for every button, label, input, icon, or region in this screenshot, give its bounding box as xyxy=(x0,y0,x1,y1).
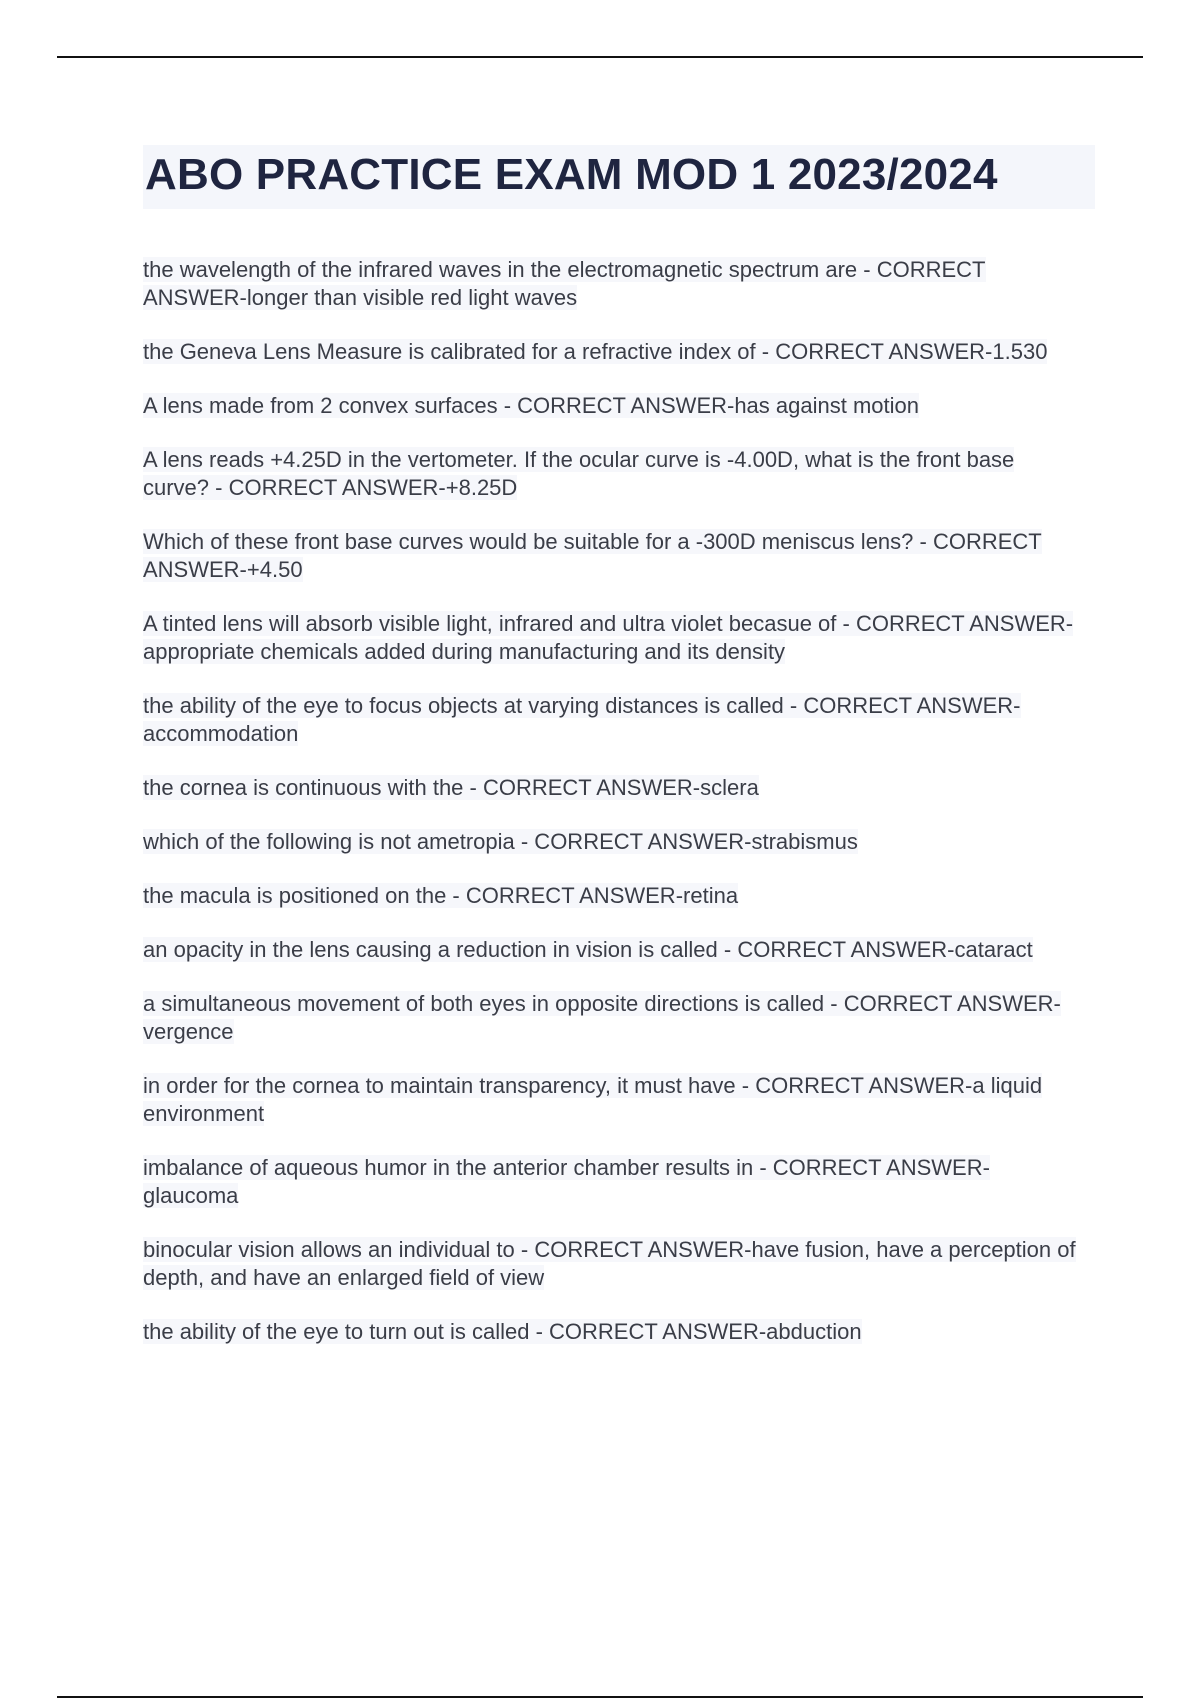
qa-list xyxy=(143,256,1083,1372)
qa-text: the cornea is continuous with the - CORRECT ANSWER-sclera xyxy=(143,775,759,800)
qa-text: an opacity in the lens causing a reduction in vision is called - CORRECT ANSWER-cataract xyxy=(143,937,1033,962)
qa-text: imbalance of aqueous humor in the anterior chamber results in - CORRECT ANSWER-glaucoma xyxy=(143,1155,990,1208)
qa-item xyxy=(143,1318,1083,1346)
qa-text: the macula is positioned on the - CORRECT ANSWER-retina xyxy=(143,883,739,908)
qa-item xyxy=(143,1154,1083,1210)
qa-item xyxy=(143,528,1083,584)
qa-item xyxy=(143,774,1083,802)
qa-item xyxy=(143,446,1083,502)
qa-text: the wavelength of the infrared waves in the electromagnetic spectrum are - CORRECT ANSWER-longer than visible red light waves xyxy=(143,257,986,310)
qa-text: the Geneva Lens Measure is calibrated for a refractive index of - CORRECT ANSWER-1.530 xyxy=(143,339,1048,364)
qa-item xyxy=(143,692,1083,748)
qa-text: A lens made from 2 convex surfaces - CORRECT ANSWER-has against motion xyxy=(143,393,919,418)
qa-item xyxy=(143,1236,1083,1292)
qa-text: in order for the cornea to maintain transparency, it must have - CORRECT ANSWER-a liquid environment xyxy=(143,1073,1043,1126)
qa-item xyxy=(143,936,1083,964)
qa-item xyxy=(143,882,1083,910)
qa-text: which of the following is not ametropia - CORRECT ANSWER-strabismus xyxy=(143,829,858,854)
qa-item xyxy=(143,256,1083,312)
qa-text: the ability of the eye to focus objects at varying distances is called - CORRECT ANSWER-accommodation xyxy=(143,693,1021,746)
qa-item xyxy=(143,392,1083,420)
qa-item xyxy=(143,338,1083,366)
page-title: ABO PRACTICE EXAM MOD 1 2023/2024 xyxy=(143,145,1095,209)
qa-text: Which of these front base curves would be suitable for a -300D meniscus lens? - CORRECT ANSWER-+4.50 xyxy=(143,529,1042,582)
qa-item xyxy=(143,828,1083,856)
qa-text: binocular vision allows an individual to - CORRECT ANSWER-have fusion, have a perception of depth, and have an enlarged field of view xyxy=(143,1237,1076,1290)
qa-text: A lens reads +4.25D in the vertometer. If the ocular curve is -4.00D, what is the front base curve? - CORRECT ANSWER-+8.25D xyxy=(143,447,1015,500)
qa-item xyxy=(143,610,1083,666)
qa-item xyxy=(143,990,1083,1046)
bottom-divider xyxy=(57,1696,1143,1698)
qa-text: a simultaneous movement of both eyes in opposite directions is called - CORRECT ANSWER-vergence xyxy=(143,991,1061,1044)
qa-text: A tinted lens will absorb visible light, infrared and ultra violet becasue of - CORRECT ANSWER-appropriate chemicals added during manufacturing and its density xyxy=(143,611,1074,664)
qa-item xyxy=(143,1072,1083,1128)
qa-text: the ability of the eye to turn out is called - CORRECT ANSWER-abduction xyxy=(143,1319,862,1344)
top-divider xyxy=(57,56,1143,58)
